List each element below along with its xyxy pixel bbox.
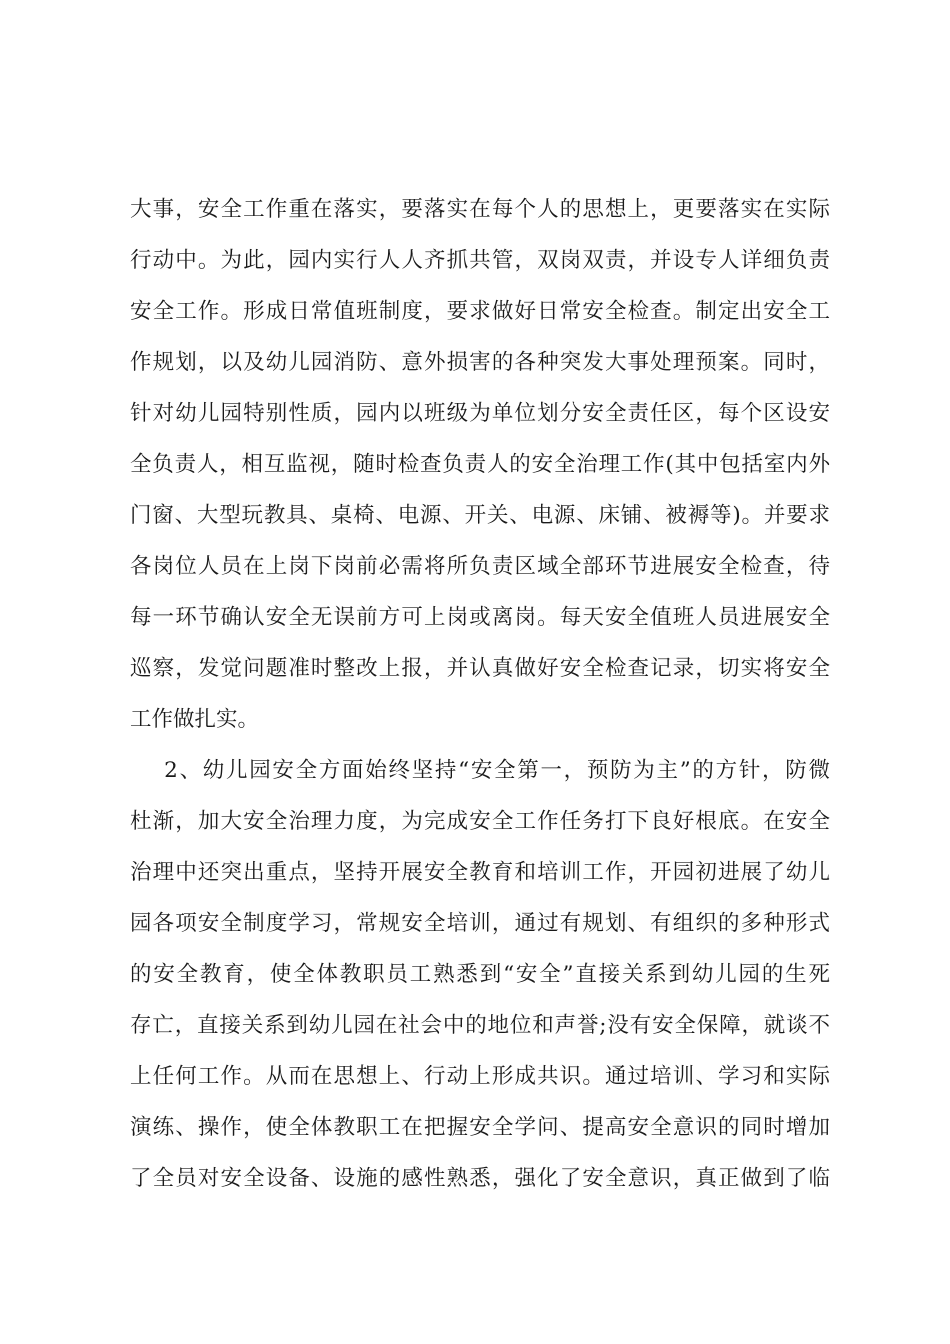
text-line: 行动中。为此，园内实行人人齐抓共管，双岗双责，并设专人详细负责	[130, 248, 830, 273]
text-line: 治理中还突出重点，坚持开展安全教育和培训工作，开园初进展了幼儿	[130, 860, 830, 885]
text-line: 园各项安全制度学习，常规安全培训，通过有规划、有组织的多种形式	[130, 911, 830, 936]
text-line: 针对幼儿园特别性质，园内以班级为单位划分安全责任区，每个区设安	[130, 401, 830, 426]
text-line: 杜渐，加大安全治理力度，为完成安全工作任务打下良好根底。在安全	[130, 809, 830, 834]
text-line: 工作做扎实。	[130, 707, 260, 732]
text-line: 巡察，发觉问题准时整改上报，并认真做好安全检查记录，切实将安全	[130, 656, 830, 681]
text-line: 门窗、大型玩教具、桌椅、电源、开关、电源、床铺、被褥等)。并要求	[130, 503, 830, 528]
text-line: 上任何工作。从而在思想上、行动上形成共识。通过培训、学习和实际	[130, 1064, 830, 1089]
text-line: 存亡，直接关系到幼儿园在社会中的地位和声誉;没有安全保障，就谈不	[130, 1013, 830, 1038]
text-line: 各岗位人员在上岗下岗前必需将所负责区域全部环节进展安全检查，待	[130, 554, 830, 579]
text-line: 的安全教育，使全体教职员工熟悉到“安全”直接关系到幼儿园的生死	[130, 962, 830, 987]
text-line: 每一环节确认安全无误前方可上岗或离岗。每天安全值班人员进展安全	[130, 605, 830, 630]
text-line: 安全工作。形成日常值班制度，要求做好日常安全检查。制定出安全工	[130, 299, 830, 324]
text-line: 2、幼儿园安全方面始终坚持“安全第一，预防为主”的方针，防微	[130, 758, 830, 783]
text-line: 演练、操作，使全体教职工在把握安全学问、提高安全意识的同时增加	[130, 1115, 830, 1140]
text-line: 全负责人，相互监视，随时检查负责人的安全治理工作(其中包括室内外	[130, 452, 830, 477]
body-text	[130, 184, 830, 1204]
text-line: 了全员对安全设备、设施的感性熟悉，强化了安全意识，真正做到了临	[130, 1166, 830, 1191]
text-line: 作规划，以及幼儿园消防、意外损害的各种突发大事处理预案。同时，	[130, 350, 830, 375]
text-line: 大事，安全工作重在落实，要落实在每个人的思想上，更要落实在实际	[130, 197, 830, 222]
